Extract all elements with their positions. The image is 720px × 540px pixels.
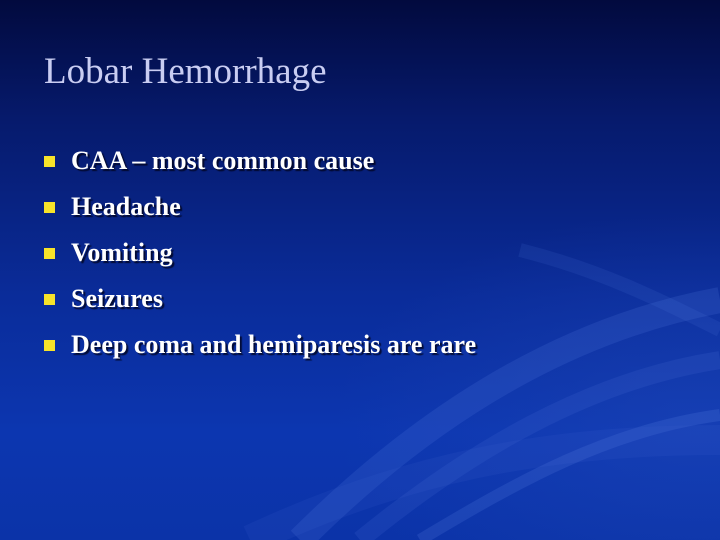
bullet-text: Deep coma and hemiparesis are rare [71, 330, 477, 359]
bullet-item [44, 322, 476, 368]
bullet-item [44, 276, 476, 322]
square-bullet-icon [44, 294, 55, 305]
square-bullet-icon [44, 248, 55, 259]
square-bullet-icon [44, 340, 55, 351]
square-bullet-icon [44, 156, 55, 167]
bullet-text: Seizures [71, 284, 163, 313]
bullet-item [44, 230, 476, 276]
bullet-item [44, 138, 476, 184]
square-bullet-icon [44, 202, 55, 213]
slide-title: Lobar Hemorrhage [44, 51, 327, 92]
bullet-text: CAA – most common cause [71, 146, 375, 175]
bullet-text: Vomiting [71, 238, 173, 267]
bullet-item [44, 184, 476, 230]
bullet-text: Headache [71, 192, 181, 221]
bullet-list [44, 138, 476, 368]
